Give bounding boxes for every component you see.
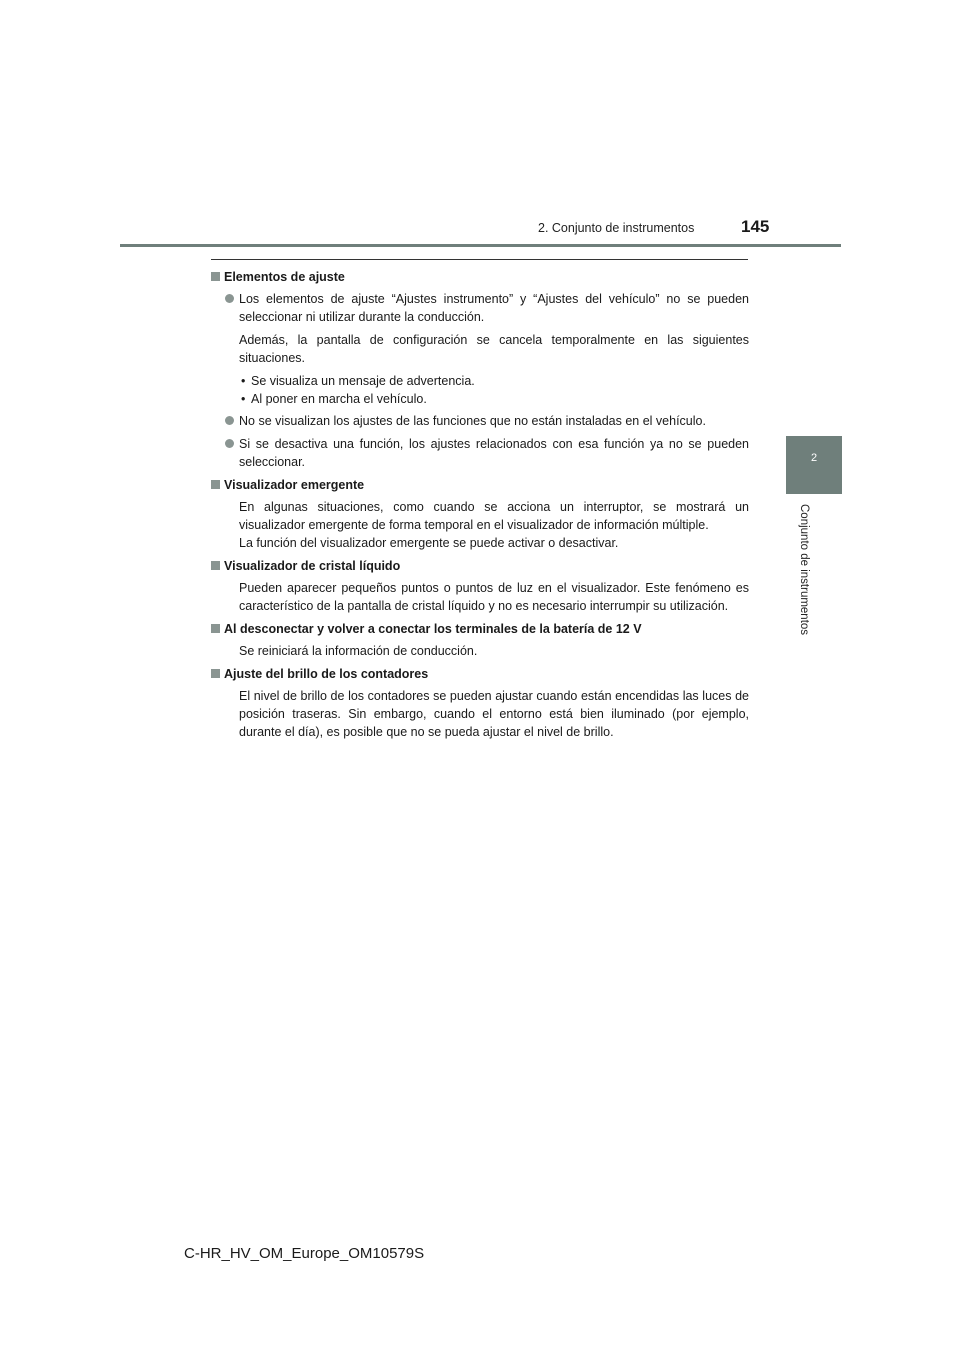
square-bullet-icon: [211, 624, 220, 633]
sub-list-text: Se visualiza un mensaje de advertencia.: [251, 374, 475, 388]
bullet-text: No se visualizan los ajustes de las funciones que no están instaladas en el vehículo.: [239, 414, 706, 428]
bullet-text: Si se desactiva una función, los ajustes relacionados con esa función ya no se pueden seleccionar.: [239, 437, 749, 469]
section-heading: [211, 665, 749, 683]
sub-list: [211, 372, 749, 408]
content-divider: [211, 259, 748, 260]
section-title: Elementos de ajuste: [224, 270, 345, 284]
section-title: Visualizador emergente: [224, 478, 365, 492]
small-bullet-icon: •: [241, 374, 246, 388]
sub-list-item: [211, 390, 749, 408]
paragraph: Se reiniciará la información de conducción.: [239, 644, 478, 658]
circle-bullet-icon: [225, 294, 234, 303]
square-bullet-icon: [211, 272, 220, 281]
circle-bullet-icon: [225, 439, 234, 448]
paragraph: La función del visualizador emergente se puede activar o desactivar.: [239, 536, 619, 550]
section-heading: [211, 476, 749, 494]
header-section-title: 2. Conjunto de instrumentos: [538, 221, 695, 235]
section-title: Ajuste del brillo de los contadores: [224, 667, 429, 681]
paragraph: Además, la pantalla de configuración se cancela temporalmente en las siguientes situaciones.: [239, 333, 749, 365]
sub-list-text: Al poner en marcha el vehículo.: [251, 392, 427, 406]
paragraph: En algunas situaciones, como cuando se acciona un interruptor, se mostrará un visualizador emergente de forma temporal en el visualizador de información múltiple.: [239, 500, 749, 532]
section-heading: [211, 268, 749, 286]
bullet-item: [211, 435, 749, 471]
paragraph: Pueden aparecer pequeños puntos o puntos de luz en el visualizador. Este fenómeno es característico de la pantalla de cristal líquido y no es necesario interrumpir su utilización.: [239, 581, 749, 613]
circle-bullet-icon: [225, 416, 234, 425]
square-bullet-icon: [211, 669, 220, 678]
sub-list-item: [211, 372, 749, 390]
page-content: [211, 268, 749, 746]
small-bullet-icon: •: [241, 392, 246, 406]
header-divider: [120, 244, 841, 247]
document-code: C-HR_HV_OM_Europe_OM10579S: [184, 1245, 425, 1262]
section-heading: [211, 620, 749, 638]
page-number: 145: [741, 217, 770, 236]
chapter-tab: [786, 436, 842, 494]
section-heading: [211, 557, 749, 575]
bullet-text: Los elementos de ajuste “Ajustes instrumento” y “Ajustes del vehículo” no se pueden seleccionar ni utilizar durante la conducción.: [239, 292, 749, 324]
paragraph: El nivel de brillo de los contadores se pueden ajustar cuando están encendidas las luces de posición traseras. Sin embargo, cuando el entorno está bien iluminado (por ejemplo, durante el día), es posible que no se pueda ajustar el nivel de brillo.: [239, 689, 749, 739]
square-bullet-icon: [211, 480, 220, 489]
bullet-item: [211, 290, 749, 326]
section-title: Visualizador de cristal líquido: [224, 559, 401, 573]
bullet-item: [211, 412, 749, 430]
square-bullet-icon: [211, 561, 220, 570]
chapter-tab-number: 2: [810, 452, 818, 464]
section-title: Al desconectar y volver a conectar los terminales de la batería de 12 V: [224, 622, 642, 636]
chapter-tab-label: Conjunto de instrumentos: [798, 504, 810, 636]
